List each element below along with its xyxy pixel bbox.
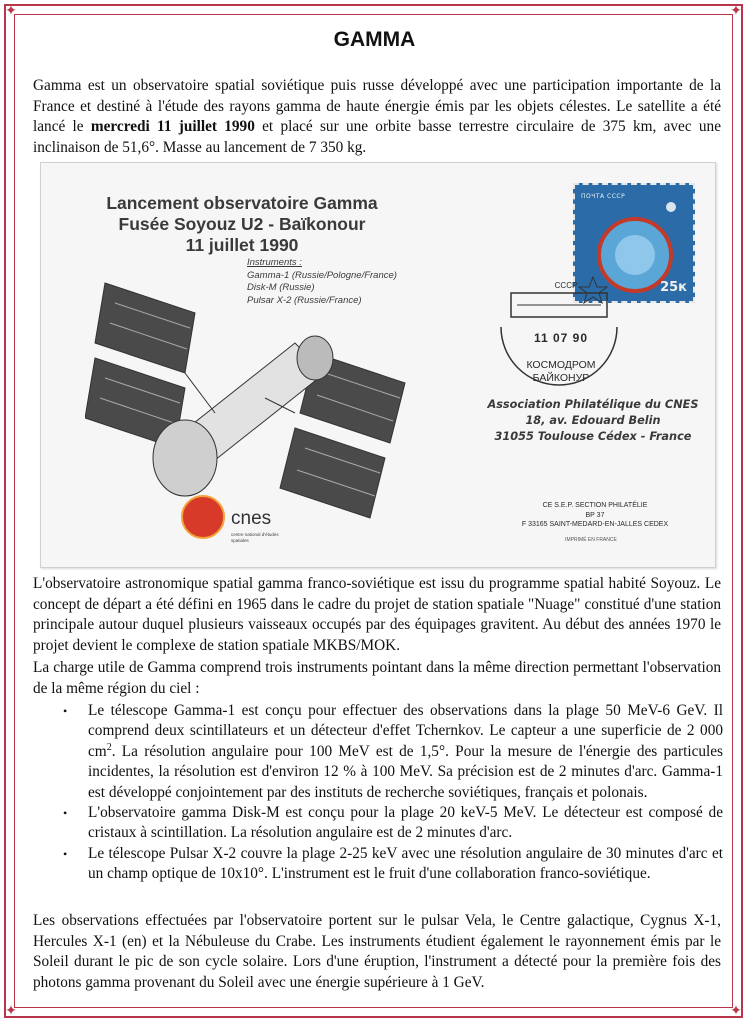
return-address-line-2: BP 37: [585, 511, 605, 519]
intro-text-after: et placé sur une orbite basse terrestre circulaire de 375 km, avec une inclinaison de 51,6°. Masse au lancement de 7 350 kg.: [33, 118, 721, 156]
corner-ornament-top-left: ✦: [5, 3, 17, 19]
first-day-cover: [40, 162, 716, 568]
cnes-logo: cnes: [231, 508, 272, 529]
intro-text-before: Gamma est un observatoire spatial soviétique puis russe développé avec une participation importante de la France et destiné à l'étude des rayons gamma de haute énergie émis par les objets célestes. Le satellite a été lancé le: [33, 77, 721, 135]
corner-ornament-top-right: ✦: [730, 3, 742, 19]
list-item: • Le télescope Pulsar X-2 couvre la plage 2-25 keV avec une résolution angulaire de 30 minutes d'arc et un champ optique de 10x10°. L'instrument est le fruit d'une collaboration franco-soviétique.: [63, 844, 723, 883]
cover-instrument-3: Pulsar X-2 (Russie/France): [247, 294, 362, 306]
address-line-2: 18, av. Edouard Belin: [525, 414, 661, 427]
cover-title-line3: 11 juillet 1990: [185, 235, 299, 255]
cover-title-line1: Lancement observatoire Gamma: [106, 193, 378, 213]
corner-ornament-bottom-left: ✦: [5, 1003, 17, 1019]
return-address-line-3: F 33165 SAINT-MEDARD-EN-JALLES CEDEX: [521, 521, 669, 528]
return-address-line-1: CE S.E.P. SECTION PHILATÉLIE: [542, 502, 648, 509]
cover-address: [475, 397, 711, 445]
observations-paragraph: Les observations effectuées par l'observatoire portent sur le pulsar Vela, le Centre galactique, Cygnus X-1, Hercules X-1 (en) et la Nébuleuse du Crabe. Les instruments étudient également le rayonnement émis par le Soleil durant le pic de son cycle solaire. Lors d'une éruption, l'instrument a détecté pour la première fois des photons gamma provenant du Soleil avec une énergie supérieure à 1 GeV.: [33, 912, 721, 991]
list-item: • L'observatoire gamma Disk-M est conçu pour la plage 20 keV-5 MeV. Le détecteur est composé de cristaux à scintillation. La résolution angulaire est de 2 minutes d'arc.: [63, 804, 723, 842]
stamp-country: ПОЧТА СССР: [581, 193, 626, 200]
cover-title-line2: Fusée Soyouz U2 - Baïkonour: [118, 214, 366, 234]
cnes-logo-subtitle: centre national d'études spatiales: [231, 532, 279, 543]
payload-paragraph: La charge utile de Gamma comprend trois instruments pointant dans la même direction permettant l'observation de la même région du ciel :: [33, 659, 721, 697]
list-item: • Le télescope Gamma-1 est conçu pour effectuer des observations dans la plage 50 MeV-6 GeV. Il comprend deux scintillateurs et un détecteur d'effet Tchernkov. Le capteur a une superficie de 2 000 $cm^2$. La résolution angulaire pour 100 MeV est de 1,5°. Pour la mesure de l'énergie des particules incidentes, la résolution est d'environ 12 % à 100 MeV. Sa précision est de 2 minutes d'arc. Gamma-1 est développé conjointement par des instituts de recherche soviétiques, français et polonais.: [63, 702, 723, 801]
postmark-line-1: КОСМОДРОМ: [526, 359, 596, 371]
mission-patch-logo: [181, 495, 225, 539]
address-line-1: Association Philatélique du CNES: [487, 398, 699, 411]
bullet-icon: •: [63, 704, 68, 718]
cover-instrument-2: Disk-M (Russie): [247, 282, 315, 293]
bullet-icon: •: [63, 846, 68, 861]
cover-instruments-heading: Instruments :: [247, 257, 302, 268]
cover-title: [77, 193, 407, 256]
address-line-3: 31055 Toulouse Cédex - France: [494, 430, 692, 443]
page-title: GAMMA: [333, 28, 416, 51]
postmark-line-2: БАЙКОНУР: [532, 372, 590, 384]
intro-paragraph: [33, 76, 721, 158]
bullet-icon: •: [63, 806, 68, 821]
postmark-date: 11 07 90: [533, 331, 589, 345]
gamma-satellite-illustration: [85, 263, 425, 533]
cover-instrument-1: Gamma-1 (Russie/Pologne/France): [247, 269, 397, 281]
stamp-value: 25к: [660, 280, 687, 295]
printed-in-france: IMPRIMÉ EN FRANCE: [565, 537, 617, 543]
instruments-list: [33, 701, 723, 885]
history-paragraph: L'observatoire astronomique spatial gamma franco-soviétique est issu du programme spatial habité Soyouz. Le concept de départ a été défini en 1965 dans le cadre du projet de station spatiale "Nuage" constitué d'une station principale autour duquel plusieurs vaisseaux occupés par des équipages gravitent. Au début des années 1970 le projet devient le complexe de station spatiale MKBS/MOK.: [33, 575, 721, 654]
return-address: [505, 501, 685, 530]
launch-date: mercredi 11 juillet 1990: [90, 118, 255, 135]
postmark-top-text: CCCP: [554, 281, 578, 290]
corner-ornament-bottom-right: ✦: [730, 1003, 742, 1019]
